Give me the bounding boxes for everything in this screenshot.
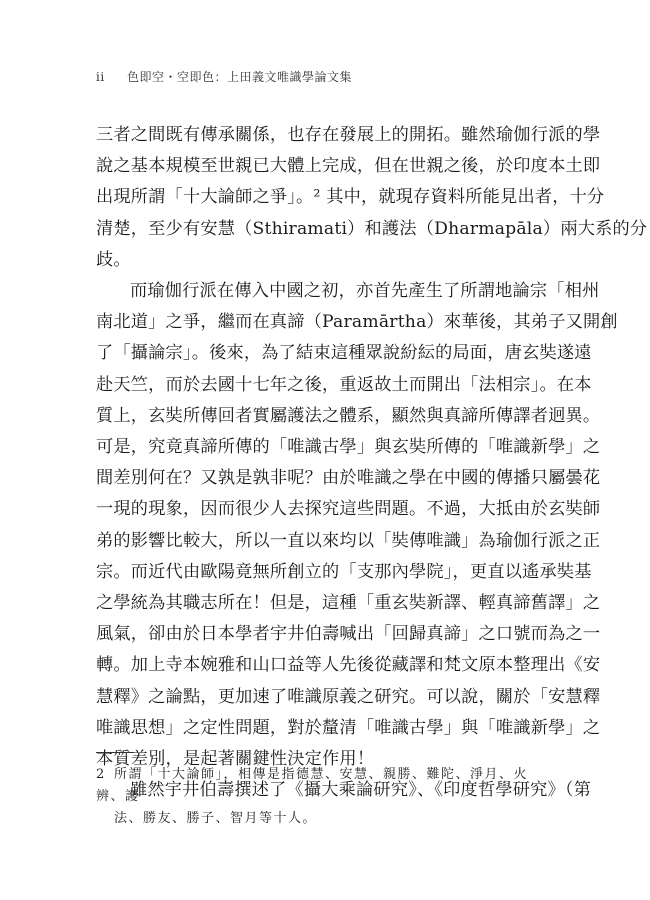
text-line: 清楚，至少有安慧（Sthiramati）和護法（Dharmapāla）兩大系的分 <box>96 218 648 239</box>
text-line: 南北道」之爭，繼而在真諦（Paramārtha）來華後，其弟子又開創 <box>96 312 618 333</box>
text-line: 慧釋》之論點，更加速了唯識原義之研究。可以說，關於「安慧釋 <box>96 686 601 707</box>
footnote-divider <box>96 752 134 753</box>
running-header <box>96 68 352 85</box>
paragraph-start-line: 而瑜伽行派在傳入中國之初，亦首先產生了所謂地論宗「相州 <box>130 281 600 302</box>
text-line: 質上，玄奘所傳回者實屬護法之體系，顯然與真諦所傳譯者迥異。 <box>96 405 601 426</box>
paragraph-start-line: 雖然宇井伯壽撰述了《攝大乘論研究》、《印度哲學研究》（第 <box>130 780 592 801</box>
main-text <box>96 120 648 806</box>
text-line: 弟的影響比較大，所以一直以來均以「奘傳唯識」為瑜伽行派之正 <box>96 530 601 551</box>
text-line: 三者之間既有傳承關係，也存在發展上的開拓。雖然瑜伽行派的學 <box>96 125 601 145</box>
text-line: 唯識思想」之定性問題，對於釐清「唯識古學」與「唯識新學」之 <box>96 717 601 738</box>
footnote <box>96 764 592 830</box>
text-line: 說之基本規模至世親已大體上完成，但在世親之後，於印度本土即 <box>96 156 601 177</box>
text-line: 歧。 <box>96 249 131 270</box>
text-line: 一現的現象，因而很少人去探究這些問題。不過，大抵由於玄奘師 <box>96 499 601 520</box>
text-line: 間差別何在？又孰是孰非呢？由於唯識之學在中國的傳播只屬曇花 <box>96 468 601 489</box>
text-line: 宗。而近代由歐陽竟無所創立的「支那內學院」，更直以遙承奘基 <box>96 561 592 582</box>
text-line: 轉。加上寺本婉雅和山口益等人先後從藏譯和梵文原本整理出《安 <box>96 655 601 676</box>
text-line: 了「攝論宗」。後來，為了結束這種眾說紛紜的局面，唐玄奘遂遠 <box>96 343 592 364</box>
text-line: 可是，究竟真諦所傳的「唯識古學」與玄奘所傳的「唯識新學」之 <box>96 437 601 458</box>
footnote-text-continued: 法、勝友、勝子、智月等十人。 <box>114 811 318 826</box>
footnote-text: 所謂「十大論師」，相傳是指德慧、安慧、親勝、難陀、淨月、火辨、護 <box>96 767 529 804</box>
text-line: 出現所謂「十大論師之爭」。² 其中，就現存資料所能見出者，十分 <box>96 187 605 208</box>
text-line: 風氣，卻由於日本學者宇井伯壽喊出「回歸真諦」之口號而為之一 <box>96 624 601 645</box>
text-line: 之學統為其職志所在！但是，這種「重玄奘新譯、輕真諦舊譯」之 <box>96 593 601 614</box>
footnote-number: 2 <box>96 767 105 782</box>
text-line: 赴天竺，而於去國十七年之後，重返故土而開出「法相宗」。在本 <box>96 374 592 395</box>
text-line: 本質差別，是起著關鍵性決定作用！ <box>96 749 375 770</box>
running-title: 色即空・空即色：上田義文唯識學論文集 <box>127 70 353 84</box>
page-number: ii <box>96 70 105 84</box>
